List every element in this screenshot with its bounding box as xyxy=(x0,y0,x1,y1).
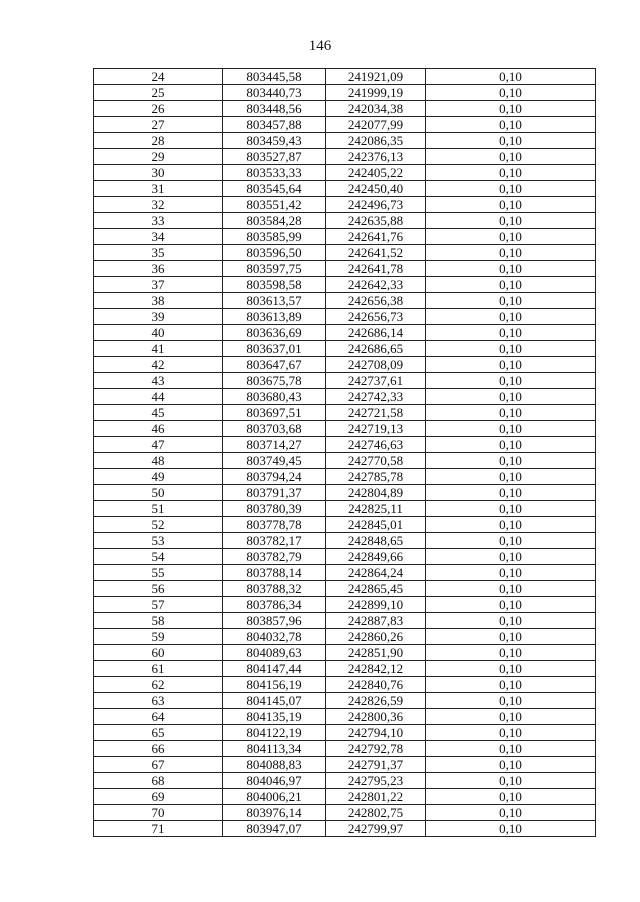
point-number-cell: 26 xyxy=(94,101,223,117)
x-coordinate-cell: 803636,69 xyxy=(223,325,326,341)
point-number-cell: 30 xyxy=(94,165,223,181)
y-coordinate-cell: 242794,10 xyxy=(326,725,426,741)
y-coordinate-cell: 242848,65 xyxy=(326,533,426,549)
table-row xyxy=(94,533,596,549)
value-cell: 0,10 xyxy=(426,693,596,709)
value-cell: 0,10 xyxy=(426,629,596,645)
y-coordinate-cell: 242792,78 xyxy=(326,741,426,757)
y-coordinate-cell: 241999,19 xyxy=(326,85,426,101)
y-coordinate-cell: 241921,09 xyxy=(326,69,426,85)
point-number-cell: 40 xyxy=(94,325,223,341)
point-number-cell: 59 xyxy=(94,629,223,645)
point-number-cell: 32 xyxy=(94,197,223,213)
value-cell: 0,10 xyxy=(426,661,596,677)
table-row xyxy=(94,757,596,773)
point-number-cell: 48 xyxy=(94,453,223,469)
point-number-cell: 54 xyxy=(94,549,223,565)
y-coordinate-cell: 242860,26 xyxy=(326,629,426,645)
point-number-cell: 38 xyxy=(94,293,223,309)
value-cell: 0,10 xyxy=(426,677,596,693)
value-cell: 0,10 xyxy=(426,341,596,357)
y-coordinate-cell: 242887,83 xyxy=(326,613,426,629)
point-number-cell: 33 xyxy=(94,213,223,229)
table-row xyxy=(94,309,596,325)
value-cell: 0,10 xyxy=(426,293,596,309)
x-coordinate-cell: 803749,45 xyxy=(223,453,326,469)
value-cell: 0,10 xyxy=(426,581,596,597)
value-cell: 0,10 xyxy=(426,533,596,549)
y-coordinate-cell: 242496,73 xyxy=(326,197,426,213)
table-row xyxy=(94,245,596,261)
table-row xyxy=(94,725,596,741)
table-row xyxy=(94,645,596,661)
x-coordinate-cell: 803551,42 xyxy=(223,197,326,213)
table-row xyxy=(94,213,596,229)
value-cell: 0,10 xyxy=(426,709,596,725)
table-row xyxy=(94,549,596,565)
table-row xyxy=(94,773,596,789)
value-cell: 0,10 xyxy=(426,261,596,277)
point-number-cell: 61 xyxy=(94,661,223,677)
table-row xyxy=(94,581,596,597)
point-number-cell: 37 xyxy=(94,277,223,293)
point-number-cell: 51 xyxy=(94,501,223,517)
x-coordinate-cell: 803857,96 xyxy=(223,613,326,629)
y-coordinate-cell: 242686,14 xyxy=(326,325,426,341)
point-number-cell: 46 xyxy=(94,421,223,437)
point-number-cell: 41 xyxy=(94,341,223,357)
point-number-cell: 35 xyxy=(94,245,223,261)
x-coordinate-cell: 803445,58 xyxy=(223,69,326,85)
y-coordinate-cell: 242795,23 xyxy=(326,773,426,789)
x-coordinate-cell: 803647,67 xyxy=(223,357,326,373)
table-row xyxy=(94,485,596,501)
coordinates-table xyxy=(93,68,596,837)
x-coordinate-cell: 803714,27 xyxy=(223,437,326,453)
point-number-cell: 45 xyxy=(94,405,223,421)
table-row xyxy=(94,597,596,613)
value-cell: 0,10 xyxy=(426,469,596,485)
value-cell: 0,10 xyxy=(426,101,596,117)
y-coordinate-cell: 242851,90 xyxy=(326,645,426,661)
y-coordinate-cell: 242719,13 xyxy=(326,421,426,437)
value-cell: 0,10 xyxy=(426,773,596,789)
table-row xyxy=(94,165,596,181)
value-cell: 0,10 xyxy=(426,277,596,293)
y-coordinate-cell: 242034,38 xyxy=(326,101,426,117)
point-number-cell: 58 xyxy=(94,613,223,629)
point-number-cell: 28 xyxy=(94,133,223,149)
x-coordinate-cell: 803703,68 xyxy=(223,421,326,437)
point-number-cell: 52 xyxy=(94,517,223,533)
page-number: 146 xyxy=(308,38,332,54)
x-coordinate-cell: 803527,87 xyxy=(223,149,326,165)
x-coordinate-cell: 803457,88 xyxy=(223,117,326,133)
point-number-cell: 44 xyxy=(94,389,223,405)
value-cell: 0,10 xyxy=(426,405,596,421)
x-coordinate-cell: 804113,34 xyxy=(223,741,326,757)
x-coordinate-cell: 804032,78 xyxy=(223,629,326,645)
x-coordinate-cell: 803788,32 xyxy=(223,581,326,597)
x-coordinate-cell: 803976,14 xyxy=(223,805,326,821)
point-number-cell: 34 xyxy=(94,229,223,245)
x-coordinate-cell: 803794,24 xyxy=(223,469,326,485)
table-row xyxy=(94,517,596,533)
x-coordinate-cell: 803613,57 xyxy=(223,293,326,309)
table-row xyxy=(94,661,596,677)
x-coordinate-cell: 803545,64 xyxy=(223,181,326,197)
x-coordinate-cell: 803613,89 xyxy=(223,309,326,325)
value-cell: 0,10 xyxy=(426,181,596,197)
y-coordinate-cell: 242865,45 xyxy=(326,581,426,597)
point-number-cell: 36 xyxy=(94,261,223,277)
x-coordinate-cell: 803786,34 xyxy=(223,597,326,613)
table-row xyxy=(94,469,596,485)
value-cell: 0,10 xyxy=(426,805,596,821)
point-number-cell: 71 xyxy=(94,821,223,837)
y-coordinate-cell: 242746,63 xyxy=(326,437,426,453)
value-cell: 0,10 xyxy=(426,117,596,133)
y-coordinate-cell: 242405,22 xyxy=(326,165,426,181)
value-cell: 0,10 xyxy=(426,245,596,261)
point-number-cell: 70 xyxy=(94,805,223,821)
value-cell: 0,10 xyxy=(426,213,596,229)
y-coordinate-cell: 242791,37 xyxy=(326,757,426,773)
table-row xyxy=(94,325,596,341)
point-number-cell: 47 xyxy=(94,437,223,453)
value-cell: 0,10 xyxy=(426,757,596,773)
point-number-cell: 55 xyxy=(94,565,223,581)
x-coordinate-cell: 803947,07 xyxy=(223,821,326,837)
point-number-cell: 56 xyxy=(94,581,223,597)
y-coordinate-cell: 242737,61 xyxy=(326,373,426,389)
x-coordinate-cell: 803680,43 xyxy=(223,389,326,405)
y-coordinate-cell: 242785,78 xyxy=(326,469,426,485)
y-coordinate-cell: 242864,24 xyxy=(326,565,426,581)
point-number-cell: 66 xyxy=(94,741,223,757)
value-cell: 0,10 xyxy=(426,197,596,213)
x-coordinate-cell: 803448,56 xyxy=(223,101,326,117)
table-row xyxy=(94,405,596,421)
table-row xyxy=(94,709,596,725)
y-coordinate-cell: 242845,01 xyxy=(326,517,426,533)
value-cell: 0,10 xyxy=(426,597,596,613)
table-row xyxy=(94,85,596,101)
value-cell: 0,10 xyxy=(426,69,596,85)
point-number-cell: 53 xyxy=(94,533,223,549)
value-cell: 0,10 xyxy=(426,229,596,245)
y-coordinate-cell: 242641,78 xyxy=(326,261,426,277)
y-coordinate-cell: 242770,58 xyxy=(326,453,426,469)
x-coordinate-cell: 803440,73 xyxy=(223,85,326,101)
value-cell: 0,10 xyxy=(426,357,596,373)
table-row xyxy=(94,453,596,469)
point-number-cell: 27 xyxy=(94,117,223,133)
x-coordinate-cell: 804006,21 xyxy=(223,789,326,805)
value-cell: 0,10 xyxy=(426,565,596,581)
y-coordinate-cell: 242376,13 xyxy=(326,149,426,165)
x-coordinate-cell: 803788,14 xyxy=(223,565,326,581)
table-row xyxy=(94,261,596,277)
x-coordinate-cell: 803782,17 xyxy=(223,533,326,549)
point-number-cell: 62 xyxy=(94,677,223,693)
x-coordinate-cell: 804046,97 xyxy=(223,773,326,789)
table-row xyxy=(94,629,596,645)
point-number-cell: 65 xyxy=(94,725,223,741)
y-coordinate-cell: 242708,09 xyxy=(326,357,426,373)
value-cell: 0,10 xyxy=(426,165,596,181)
value-cell: 0,10 xyxy=(426,149,596,165)
table-row xyxy=(94,69,596,85)
table-row xyxy=(94,229,596,245)
table-row xyxy=(94,341,596,357)
value-cell: 0,10 xyxy=(426,485,596,501)
point-number-cell: 68 xyxy=(94,773,223,789)
value-cell: 0,10 xyxy=(426,421,596,437)
y-coordinate-cell: 242742,33 xyxy=(326,389,426,405)
point-number-cell: 25 xyxy=(94,85,223,101)
table-row xyxy=(94,437,596,453)
x-coordinate-cell: 803778,78 xyxy=(223,517,326,533)
y-coordinate-cell: 242656,73 xyxy=(326,309,426,325)
point-number-cell: 69 xyxy=(94,789,223,805)
table-row xyxy=(94,133,596,149)
value-cell: 0,10 xyxy=(426,133,596,149)
value-cell: 0,10 xyxy=(426,725,596,741)
value-cell: 0,10 xyxy=(426,549,596,565)
table-row xyxy=(94,277,596,293)
x-coordinate-cell: 803637,01 xyxy=(223,341,326,357)
y-coordinate-cell: 242656,38 xyxy=(326,293,426,309)
y-coordinate-cell: 242826,59 xyxy=(326,693,426,709)
point-number-cell: 57 xyxy=(94,597,223,613)
y-coordinate-cell: 242686,65 xyxy=(326,341,426,357)
value-cell: 0,10 xyxy=(426,373,596,389)
point-number-cell: 39 xyxy=(94,309,223,325)
x-coordinate-cell: 803459,43 xyxy=(223,133,326,149)
table-row xyxy=(94,613,596,629)
point-number-cell: 31 xyxy=(94,181,223,197)
x-coordinate-cell: 804147,44 xyxy=(223,661,326,677)
value-cell: 0,10 xyxy=(426,741,596,757)
x-coordinate-cell: 803598,58 xyxy=(223,277,326,293)
point-number-cell: 29 xyxy=(94,149,223,165)
y-coordinate-cell: 242899,10 xyxy=(326,597,426,613)
point-number-cell: 64 xyxy=(94,709,223,725)
value-cell: 0,10 xyxy=(426,325,596,341)
table-row xyxy=(94,805,596,821)
value-cell: 0,10 xyxy=(426,85,596,101)
x-coordinate-cell: 804145,07 xyxy=(223,693,326,709)
table-row xyxy=(94,741,596,757)
x-coordinate-cell: 803791,37 xyxy=(223,485,326,501)
x-coordinate-cell: 803596,50 xyxy=(223,245,326,261)
x-coordinate-cell: 803675,78 xyxy=(223,373,326,389)
y-coordinate-cell: 242641,76 xyxy=(326,229,426,245)
table-row xyxy=(94,373,596,389)
point-number-cell: 24 xyxy=(94,69,223,85)
table-row xyxy=(94,501,596,517)
y-coordinate-cell: 242801,22 xyxy=(326,789,426,805)
y-coordinate-cell: 242800,36 xyxy=(326,709,426,725)
point-number-cell: 67 xyxy=(94,757,223,773)
table-row xyxy=(94,149,596,165)
value-cell: 0,10 xyxy=(426,309,596,325)
y-coordinate-cell: 242086,35 xyxy=(326,133,426,149)
point-number-cell: 60 xyxy=(94,645,223,661)
table-row xyxy=(94,181,596,197)
point-number-cell: 49 xyxy=(94,469,223,485)
table-row xyxy=(94,117,596,133)
x-coordinate-cell: 804089,63 xyxy=(223,645,326,661)
y-coordinate-cell: 242802,75 xyxy=(326,805,426,821)
point-number-cell: 63 xyxy=(94,693,223,709)
value-cell: 0,10 xyxy=(426,789,596,805)
x-coordinate-cell: 804122,19 xyxy=(223,725,326,741)
table-row xyxy=(94,389,596,405)
y-coordinate-cell: 242721,58 xyxy=(326,405,426,421)
value-cell: 0,10 xyxy=(426,453,596,469)
y-coordinate-cell: 242842,12 xyxy=(326,661,426,677)
x-coordinate-cell: 804156,19 xyxy=(223,677,326,693)
x-coordinate-cell: 803780,39 xyxy=(223,501,326,517)
x-coordinate-cell: 803597,75 xyxy=(223,261,326,277)
point-number-cell: 42 xyxy=(94,357,223,373)
x-coordinate-cell: 803533,33 xyxy=(223,165,326,181)
x-coordinate-cell: 803697,51 xyxy=(223,405,326,421)
y-coordinate-cell: 242825,11 xyxy=(326,501,426,517)
table-row xyxy=(94,677,596,693)
value-cell: 0,10 xyxy=(426,517,596,533)
y-coordinate-cell: 242077,99 xyxy=(326,117,426,133)
y-coordinate-cell: 242840,76 xyxy=(326,677,426,693)
value-cell: 0,10 xyxy=(426,389,596,405)
table-row xyxy=(94,357,596,373)
table-row xyxy=(94,821,596,837)
table-row xyxy=(94,789,596,805)
value-cell: 0,10 xyxy=(426,821,596,837)
y-coordinate-cell: 242804,89 xyxy=(326,485,426,501)
value-cell: 0,10 xyxy=(426,645,596,661)
y-coordinate-cell: 242849,66 xyxy=(326,549,426,565)
value-cell: 0,10 xyxy=(426,437,596,453)
table-row xyxy=(94,565,596,581)
y-coordinate-cell: 242450,40 xyxy=(326,181,426,197)
x-coordinate-cell: 803782,79 xyxy=(223,549,326,565)
y-coordinate-cell: 242642,33 xyxy=(326,277,426,293)
table-row xyxy=(94,101,596,117)
x-coordinate-cell: 804088,83 xyxy=(223,757,326,773)
x-coordinate-cell: 803584,28 xyxy=(223,213,326,229)
point-number-cell: 50 xyxy=(94,485,223,501)
table-row xyxy=(94,293,596,309)
y-coordinate-cell: 242635,88 xyxy=(326,213,426,229)
x-coordinate-cell: 804135,19 xyxy=(223,709,326,725)
y-coordinate-cell: 242799,97 xyxy=(326,821,426,837)
point-number-cell: 43 xyxy=(94,373,223,389)
y-coordinate-cell: 242641,52 xyxy=(326,245,426,261)
value-cell: 0,10 xyxy=(426,613,596,629)
x-coordinate-cell: 803585,99 xyxy=(223,229,326,245)
table-row xyxy=(94,693,596,709)
coordinates-table-body xyxy=(94,69,596,837)
table-row xyxy=(94,421,596,437)
table-row xyxy=(94,197,596,213)
value-cell: 0,10 xyxy=(426,501,596,517)
